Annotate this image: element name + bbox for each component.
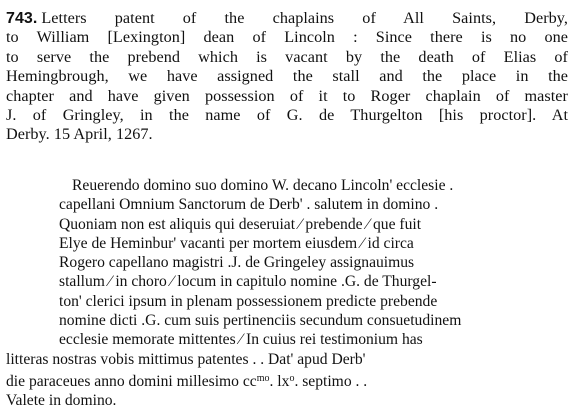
date-text-middle: . lx	[269, 372, 290, 390]
latin-line: ton' clerici ipsum in plenam possessionem predicte prebende	[59, 292, 438, 310]
entry-number: 743.	[6, 10, 38, 27]
latin-line: capellani Omnium Sanctorum de Derb' . salutem in domino .	[59, 196, 439, 214]
latin-line: stallum ⁄ in choro ⁄ locum in capitulo nomine .G. de Thurgel-	[59, 273, 437, 291]
latin-transcription	[6, 176, 568, 411]
latin-line: nomine dicti .G. cum suis pertinenciis secundum consuetudinem	[59, 312, 462, 330]
entry-line: to William [Lexington] dean of Lincoln : Since there is no one	[6, 28, 568, 47]
latin-line: litteras nostras vobis mittimus patentes . . Dat' apud Derb'	[6, 350, 366, 368]
entry-line: Derby. 15 April, 1267.	[6, 125, 153, 144]
date-text-before: die paraceues anno domini millesimo cc	[6, 372, 257, 390]
latin-line: Rogero capellano magistri .J. de Gringeley assignauimus	[59, 254, 415, 272]
entry-line: J. of Gringley, in the name of G. de Thurgelton [his proctor]. At	[6, 106, 568, 125]
entry-line: to serve the prebend which is vacant by the death of Elias of	[6, 47, 568, 66]
entry-line	[6, 9, 568, 28]
date-superscript: mo	[256, 372, 270, 384]
latin-line: Reuerendo domino suo domino W. decano Lincoln' ecclesie .	[72, 177, 454, 194]
entry-english-summary	[6, 9, 568, 145]
latin-line: Elye de Heminbur' vacanti per mortem eiusdem ⁄ id circa	[59, 234, 414, 252]
latin-line: Quoniam non est aliquis qui deseruiat ⁄ prebende ⁄ que fuit	[59, 215, 422, 233]
entry-line: chapter and have given possession of it to Roger chaplain of master	[6, 86, 568, 105]
entry-line: Hemingbrough, we have assigned the stall and the place in the	[6, 67, 568, 86]
latin-closing: Valete in domino.	[6, 392, 117, 410]
latin-date-line	[6, 369, 568, 391]
date-text-after: . septimo . .	[294, 372, 368, 390]
latin-line: ecclesie memorate mittentes ⁄ In cuius rei testimonium has	[59, 331, 423, 349]
date-superscript: o	[289, 372, 295, 384]
entry-text: Letters patent of the chaplains of All Saints, Derby,	[41, 9, 568, 27]
